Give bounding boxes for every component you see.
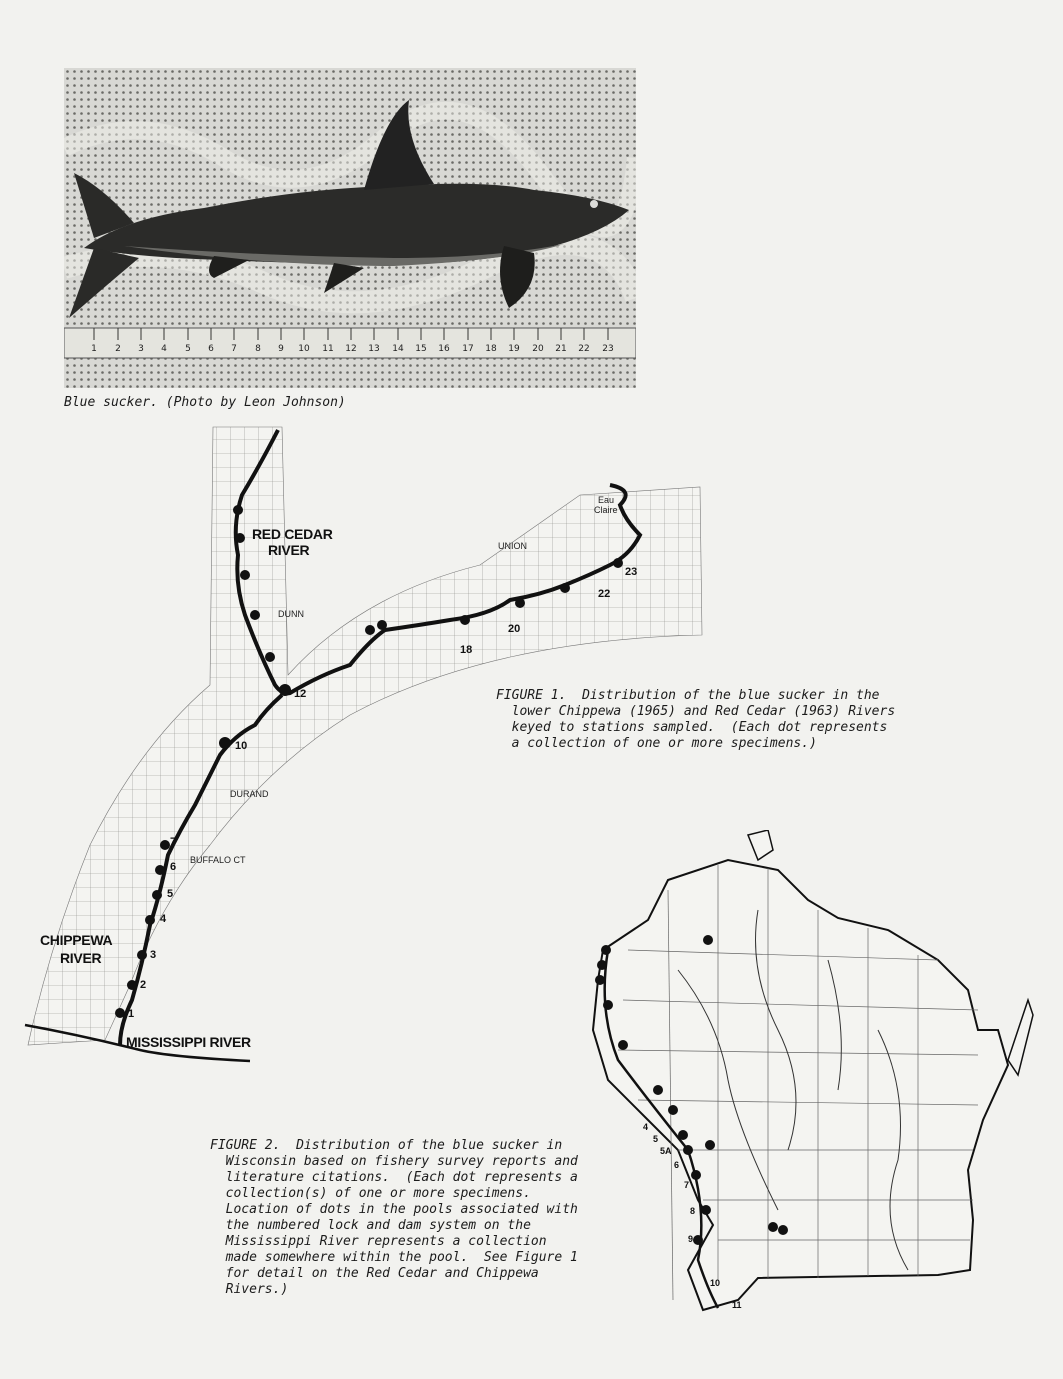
place-label: BUFFALO CT — [190, 855, 246, 865]
ruler-number: 20 — [532, 344, 544, 354]
station-number: 20 — [508, 623, 521, 635]
caption-line: keyed to stations sampled. (Each dot represents — [496, 720, 888, 735]
pool-number: 10 — [710, 1278, 721, 1288]
station-number: 1 — [128, 1008, 135, 1020]
ruler-number: 3 — [138, 344, 144, 354]
pool-number: 7 — [684, 1180, 690, 1190]
ruler-number: 6 — [208, 344, 214, 354]
caption-line: for detail on the Red Cedar and Chippewa — [210, 1266, 539, 1281]
caption-line: collection(s) of one or more specimens. — [210, 1186, 531, 1201]
ruler-number: 23 — [602, 344, 614, 354]
caption-line: literature citations. (Each dot represents a — [210, 1170, 578, 1185]
pool-number: 5 — [653, 1134, 659, 1144]
figure-2-wisconsin-map — [578, 830, 1040, 1315]
red-cedar-label-line1: RED CEDAR — [252, 526, 333, 542]
caption-line: FIGURE 2. Distribution of the blue sucker in — [210, 1138, 563, 1153]
station-number: 6 — [170, 861, 177, 873]
mississippi-label: MISSISSIPPI RIVER — [126, 1034, 251, 1050]
ruler-number: 9 — [278, 344, 284, 354]
ruler-number: 4 — [161, 344, 167, 354]
station-number: 12 — [294, 688, 307, 700]
caption-line: FIGURE 1. Distribution of the blue sucker in the — [496, 688, 880, 703]
place-label: DURAND — [230, 789, 269, 799]
caption-line: Rivers.) — [210, 1282, 289, 1297]
caption-line: the numbered lock and dam system on the — [210, 1218, 531, 1233]
chippewa-label-line2: RIVER — [60, 950, 102, 966]
ruler-number: 14 — [392, 344, 404, 354]
station-number: 2 — [140, 979, 147, 991]
ruler-number: 21 — [555, 344, 567, 354]
ruler-number: 12 — [345, 344, 357, 354]
caption-line: Mississippi River represents a collection — [210, 1234, 547, 1249]
station-number: 4 — [160, 913, 167, 925]
caption-line: Location of dots in the pools associated with — [210, 1202, 578, 1217]
caption-line: a collection of one or more specimens.) — [496, 736, 817, 751]
pool-number: 6 — [674, 1160, 680, 1170]
station-number: 10 — [235, 740, 248, 752]
caption-line: made somewhere within the pool. See Figure 1 — [210, 1250, 578, 1265]
ruler-number: 22 — [578, 344, 590, 354]
station-number: 5 — [167, 888, 174, 900]
station-number: 7 — [170, 836, 177, 848]
place-label: Eau — [598, 495, 615, 505]
place-label: DUNN — [278, 609, 304, 619]
ruler-number: 8 — [255, 344, 261, 354]
fish-image — [64, 68, 636, 388]
ruler-number: 13 — [368, 344, 380, 354]
place-label: Claire — [594, 505, 618, 515]
ruler-number: 16 — [438, 344, 450, 354]
station-number: 22 — [598, 588, 611, 600]
caption-line: Wisconsin based on fishery survey reports and — [210, 1154, 578, 1169]
station-number: 3 — [150, 949, 157, 961]
ruler-number: 10 — [298, 344, 310, 354]
caption-line: lower Chippewa (1965) and Red Cedar (1963) Rivers — [496, 704, 896, 719]
ruler-number: 2 — [115, 344, 121, 354]
place-label: UNION — [498, 541, 527, 551]
pool-number: 8 — [690, 1206, 696, 1216]
chippewa-label-line1: CHIPPEWA — [40, 932, 113, 948]
ruler-number: 15 — [415, 344, 427, 354]
ruler-number: 5 — [185, 344, 191, 354]
pool-number: 11 — [732, 1300, 742, 1310]
ruler-number: 7 — [231, 344, 237, 354]
pool-number: 9 — [688, 1234, 694, 1244]
station-number: 23 — [625, 566, 638, 578]
pool-number: 5A — [660, 1146, 672, 1156]
ruler-number: 1 — [91, 344, 97, 354]
blue-sucker-photo — [64, 68, 636, 388]
ruler-number: 19 — [508, 344, 520, 354]
ruler-number: 17 — [462, 344, 474, 354]
pool-number: 4 — [643, 1122, 649, 1132]
photo-caption: Blue sucker. (Photo by Leon Johnson) — [64, 395, 346, 410]
red-cedar-label-line2: RIVER — [268, 542, 310, 558]
figure-1-caption — [496, 688, 956, 752]
ruler-number: 18 — [485, 344, 497, 354]
ruler-number: 11 — [322, 344, 334, 354]
figure-2-caption — [210, 1138, 630, 1298]
station-number: 18 — [460, 644, 473, 656]
